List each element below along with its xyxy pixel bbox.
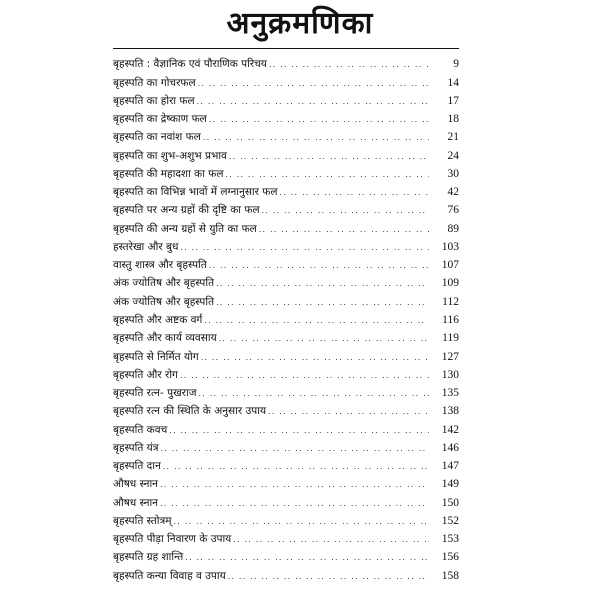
- dot-leader: [160, 498, 429, 510]
- toc-entry-page-number: 147: [441, 460, 459, 473]
- toc-entry-page-number: 14: [447, 76, 459, 89]
- toc-entry-label: बृहस्पति पर अन्य ग्रहों की दृष्टि का फल: [113, 204, 260, 217]
- toc-entry: [113, 528, 459, 546]
- dot-leader: [163, 461, 429, 473]
- table-of-contents: [113, 53, 459, 583]
- toc-entry-label: अंक ज्योतिष और बृहस्पति: [113, 277, 215, 290]
- toc-entry-page-number: 116: [442, 313, 459, 326]
- toc-entry-label: बृहस्पति कवच: [113, 423, 168, 436]
- toc-entry: [113, 90, 459, 108]
- toc-entry-page-number: 149: [441, 478, 459, 491]
- dot-leader: [268, 406, 429, 418]
- toc-entry-page-number: 150: [441, 496, 459, 509]
- toc-entry-label: बृहस्पति और रोग: [113, 368, 178, 381]
- dot-leader: [204, 315, 429, 327]
- title-underline: [113, 48, 459, 49]
- toc-entry: [113, 546, 459, 564]
- toc-entry-page-number: 76: [447, 204, 459, 217]
- toc-entry-page-number: 153: [441, 533, 459, 546]
- toc-entry: [113, 254, 459, 272]
- toc-entry-label: बृहस्पति से निर्मित योग: [113, 350, 199, 363]
- dot-leader: [262, 205, 429, 217]
- toc-entry-page-number: 146: [441, 441, 459, 454]
- toc-entry-page-number: 107: [441, 259, 459, 272]
- toc-entry-page-number: 9: [453, 58, 459, 71]
- toc-entry-label: बृहस्पति रत्न की स्थिति के अनुसार उपाय: [113, 405, 267, 418]
- toc-entry-label: बृहस्पति का नवांश फल: [113, 131, 201, 144]
- toc-entry-label: औषध स्नान: [113, 478, 158, 491]
- toc-entry-label: बृहस्पति कन्या विवाह व उपाय: [113, 569, 226, 582]
- dot-leader: [201, 352, 429, 364]
- toc-entry-page-number: 138: [441, 405, 459, 418]
- toc-entry-label: बृहस्पति ग्रह शान्ति: [113, 551, 184, 564]
- toc-entry-label: बृहस्पति का विभिन्न भावों में लग्नानुसार फल: [113, 186, 278, 199]
- toc-entry: [113, 400, 459, 418]
- dot-leader: [219, 333, 429, 345]
- toc-entry-label: औषध स्नान: [113, 496, 158, 509]
- toc-entry-page-number: 156: [441, 551, 459, 564]
- dot-leader: [203, 132, 429, 144]
- toc-entry-page-number: 30: [447, 167, 459, 180]
- toc-entry-label: बृहस्पति का द्रेष्काण फल: [113, 113, 207, 126]
- dot-leader: [279, 187, 429, 199]
- toc-entry: [113, 144, 459, 162]
- toc-entry: [113, 236, 459, 254]
- dot-leader: [180, 242, 429, 254]
- toc-entry-label: बृहस्पति का गोचरफल: [113, 76, 196, 89]
- toc-entry: [113, 181, 459, 199]
- toc-entry-page-number: 21: [447, 131, 459, 144]
- dot-leader: [174, 516, 429, 528]
- toc-entry: [113, 345, 459, 363]
- toc-entry: [113, 290, 459, 308]
- toc-entry-page-number: 112: [442, 295, 459, 308]
- toc-entry-page-number: 103: [441, 240, 459, 253]
- toc-entry-label: बृहस्पति यंत्र: [113, 441, 159, 454]
- toc-entry-label: बृहस्पति की महादशा का फल: [113, 167, 224, 180]
- dot-leader: [233, 534, 429, 546]
- toc-entry: [113, 455, 459, 473]
- toc-entry: [113, 437, 459, 455]
- toc-entry-page-number: 142: [441, 423, 459, 436]
- toc-entry: [113, 71, 459, 89]
- dot-leader: [209, 260, 429, 272]
- toc-entry: [113, 510, 459, 528]
- toc-entry-page-number: 18: [447, 113, 459, 126]
- toc-entry-page-number: 89: [447, 222, 459, 235]
- dot-leader: [169, 425, 429, 437]
- toc-entry-page-number: 24: [447, 149, 459, 162]
- toc-entry-label: बृहस्पति और अष्टक वर्ग: [113, 313, 203, 326]
- dot-leader: [198, 78, 429, 90]
- toc-entry-label: बृहस्पति रत्न- पुखराज: [113, 387, 197, 400]
- toc-entry: [113, 473, 459, 491]
- dot-leader: [228, 571, 429, 583]
- toc-entry-page-number: 135: [441, 387, 459, 400]
- dot-leader: [216, 278, 429, 290]
- toc-entry-label: बृहस्पति दान: [113, 460, 161, 473]
- toc-entry-page-number: 158: [441, 569, 459, 582]
- toc-entry-label: हस्तरेखा और बुध: [113, 240, 179, 253]
- toc-entry-label: अंक ज्योतिष और बृहस्पति: [113, 295, 215, 308]
- dot-leader: [160, 479, 429, 491]
- toc-entry-page-number: 127: [441, 350, 459, 363]
- toc-entry-page-number: 42: [447, 186, 459, 199]
- toc-entry-label: बृहस्पति की अन्य ग्रहों से युति का फल: [113, 222, 257, 235]
- dot-leader: [216, 297, 429, 309]
- dot-leader: [229, 151, 429, 163]
- dot-leader: [161, 443, 429, 455]
- toc-entry: [113, 163, 459, 181]
- dot-leader: [269, 59, 429, 71]
- toc-entry: [113, 364, 459, 382]
- toc-entry: [113, 564, 459, 582]
- toc-entry: [113, 53, 459, 71]
- toc-entry-label: बृहस्पति और कार्य व्यवसाय: [113, 332, 217, 345]
- toc-entry-page-number: 109: [441, 277, 459, 290]
- dot-leader: [197, 96, 429, 108]
- toc-entry: [113, 491, 459, 509]
- toc-entry: [113, 418, 459, 436]
- toc-entry-label: बृहस्पति का शुभ-अशुभ प्रभाव: [113, 149, 227, 162]
- dot-leader: [259, 224, 429, 236]
- toc-entry-label: बृहस्पति पीड़ा निवारण के उपाय: [113, 533, 232, 546]
- toc-entry-page-number: 130: [441, 368, 459, 381]
- dot-leader: [199, 388, 430, 400]
- toc-entry: [113, 108, 459, 126]
- toc-entry-page-number: 119: [442, 332, 459, 345]
- toc-entry: [113, 327, 459, 345]
- toc-entry-label: वास्तु शास्त्र और बृहस्पति: [113, 259, 207, 272]
- toc-entry: [113, 217, 459, 235]
- toc-entry: [113, 272, 459, 290]
- toc-entry-page-number: 152: [441, 514, 459, 527]
- toc-entry: [113, 382, 459, 400]
- toc-entry-label: बृहस्पति का होरा फल: [113, 94, 195, 107]
- toc-entry: [113, 199, 459, 217]
- dot-leader: [225, 169, 429, 181]
- dot-leader: [180, 370, 429, 382]
- toc-entry: [113, 126, 459, 144]
- dot-leader: [185, 552, 429, 564]
- toc-entry: [113, 309, 459, 327]
- page-title: अनुक्रमणिका: [226, 6, 374, 41]
- toc-entry-page-number: 17: [447, 94, 459, 107]
- toc-entry-label: बृहस्पति : वैज्ञानिक एवं पौराणिक परिचय: [113, 58, 267, 71]
- toc-entry-label: बृहस्पति स्तोत्रम्: [113, 514, 172, 527]
- dot-leader: [209, 114, 429, 126]
